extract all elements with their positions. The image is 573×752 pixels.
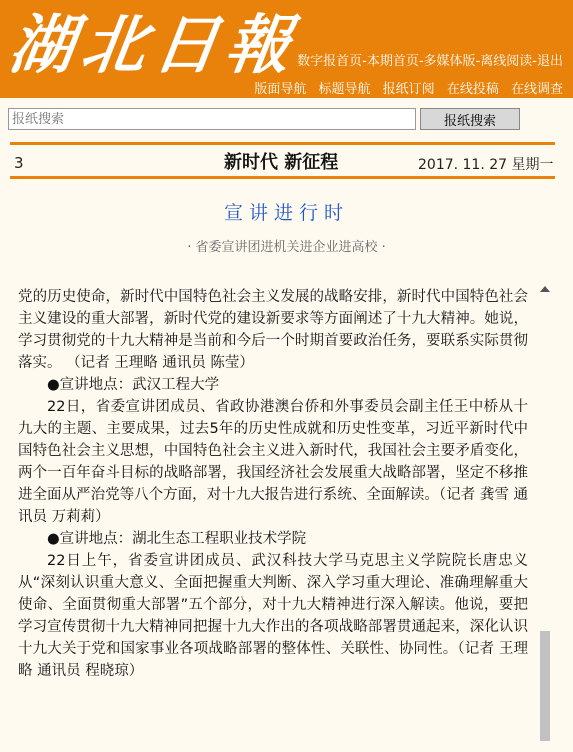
nav-title-navigation[interactable]: 标题导航 (318, 82, 371, 97)
link-separator: - (362, 54, 367, 69)
link-separator: - (418, 54, 424, 69)
issue-date: 2017. 11. 27 星期一 (418, 157, 554, 173)
search-bar (0, 98, 573, 138)
scrollbar-thumb[interactable] (540, 631, 550, 741)
nav-survey[interactable]: 在线调查 (510, 82, 563, 97)
scrollbar[interactable] (538, 286, 552, 752)
link-multimedia[interactable]: 多媒体版 (423, 54, 476, 69)
header-rule-top (10, 142, 555, 145)
search-input[interactable] (8, 108, 416, 130)
search-button[interactable]: 报纸搜索 (420, 108, 520, 130)
article-title: 宣讲进行时 (223, 202, 349, 224)
nav-page-navigation[interactable]: 版面导航 (254, 82, 307, 97)
page-number: 3 (14, 154, 24, 172)
link-offline-reading[interactable]: 离线阅读 (480, 54, 533, 69)
nav-subscribe[interactable]: 报纸订阅 (382, 82, 435, 97)
header-rule-bottom (10, 176, 555, 179)
scroll-up-arrow-icon[interactable] (540, 286, 550, 292)
article-subtitle: · 省委宣讲团进机关进企业进高校 · (187, 240, 386, 255)
link-digital-home[interactable]: 数字报首页 (297, 54, 363, 69)
nav-links (246, 78, 563, 97)
link-separator: - (532, 54, 537, 69)
section-title: 新时代 新征程 (224, 152, 339, 173)
article-paragraph: 22日，省委宣讲团成员、省政协港澳台侨和外事委员会副主任王中桥从十九大的主题、主要成果，过去5年的历史性成就和历史性变革，习近平新时代中国特色社会主义思想，中国特色社会主义进入新时代，我国社会主要矛盾变化，两个一百年奋斗目标的战略部署，我国经济社会发展重大战略部署，坚定不移推进全面从严治党等八个方面，对十九大报告进行系统、全面解读。（记者 龚雪 通讯员 万莉莉） (18, 399, 528, 525)
link-logout[interactable]: 退出 (536, 54, 563, 69)
venue-heading: ●宣讲地点：武汉工程大学 (47, 377, 220, 393)
venue-heading: ●宣讲地点：湖北生态工程职业技术学院 (47, 531, 307, 547)
article-body (18, 286, 528, 752)
link-separator: - (475, 54, 481, 69)
article-paragraph: 党的历史使命，新时代中国特色社会主义发展的战略安排，新时代中国特色社会主义建设的重大部署，新时代党的建设新要求等方面阐述了十九大精神。她说，学习贯彻党的十九大精神是当前和今后一个时期首要政治任务，要联系实际贯彻落实。 （记者 王理略 通讯员 陈莹） (18, 289, 528, 371)
newspaper-logo[interactable]: 湖北日報 (4, 8, 304, 83)
nav-submit[interactable]: 在线投稿 (446, 82, 499, 97)
masthead-banner (0, 0, 573, 98)
link-issue-home[interactable]: 本期首页 (366, 54, 419, 69)
article-paragraph: 22日上午，省委宣讲团成员、武汉科技大学马克思主义学院院长唐忠义从“深刻认识重大意义、全面把握重大判断、深入学习重大理论、准确理解重大使命、全面贯彻重大部署”五个部分，对十九大精神进行深入解读。他说，要把学习宣传贯彻十九大精神同把握十九大作出的各项战略部署贯通起来，深化认识十九大关于党和国家事业各项战略部署的整体性、关联性、协同性。（记者 王理略 通讯员 程晓琼） (18, 553, 528, 679)
top-links (297, 50, 563, 69)
